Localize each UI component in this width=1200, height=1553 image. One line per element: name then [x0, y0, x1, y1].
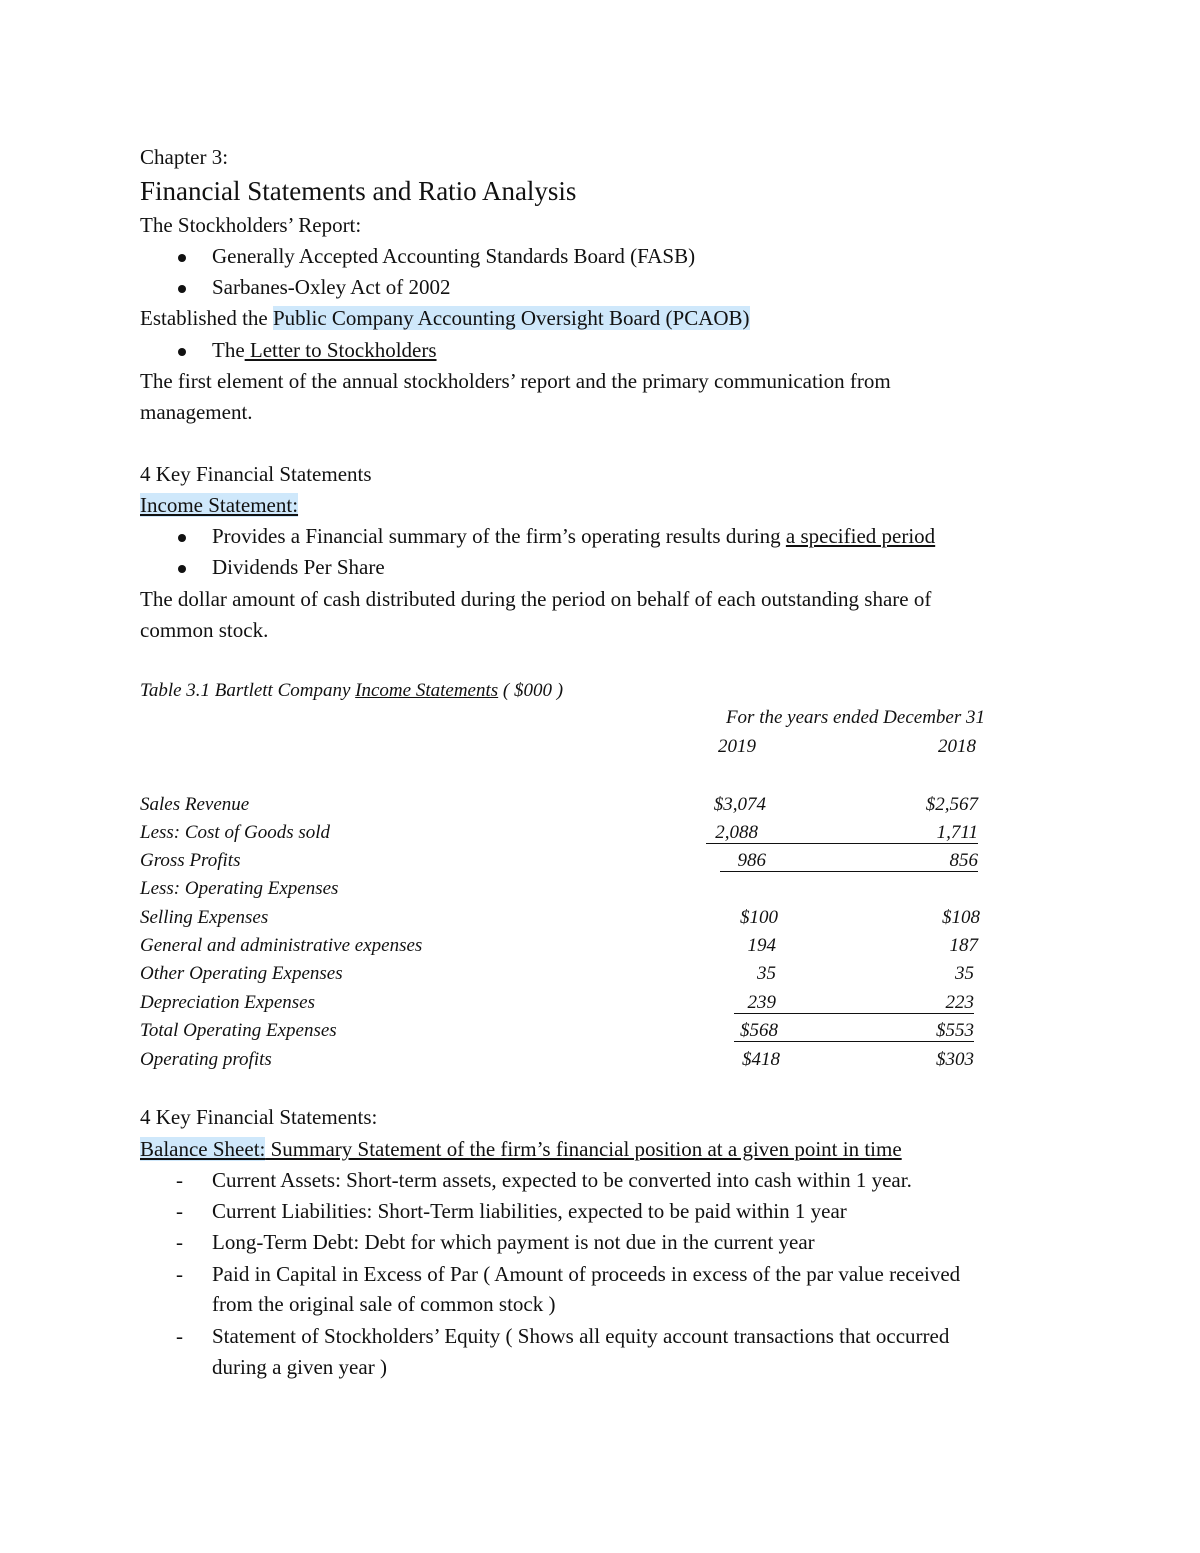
table-cell: 2,088	[715, 822, 758, 843]
list-item-text: Sarbanes-Oxley Act of 2002	[212, 275, 451, 299]
table-cell: 1,711	[936, 822, 978, 843]
report-description-2: management.	[140, 400, 253, 424]
list-item-text: Current Assets: Short-term assets, expected to be converted into cash within 1 year.	[212, 1168, 912, 1192]
income-statement-label: Income Statement:	[140, 493, 299, 517]
table-row-label: Other Operating Expenses	[140, 963, 343, 984]
list-item	[176, 1167, 912, 1193]
letter-prefix: The	[212, 338, 245, 362]
balance-sheet-definition: Summary Statement of the firm’s financial position at a given point in time	[265, 1137, 902, 1161]
table-cell: 856	[949, 850, 978, 871]
table-cell: $3,074	[713, 794, 766, 815]
list-item-text: Current Liabilities: Short-Term liabilities, expected to be paid within 1 year	[212, 1199, 847, 1223]
table-row-label: Total Operating Expenses	[140, 1020, 337, 1041]
established-line	[140, 305, 750, 331]
list-item	[176, 337, 437, 363]
chapter-label: Chapter 3:	[140, 145, 229, 169]
list-item	[176, 274, 451, 300]
table-row-label: Sales Revenue	[140, 794, 250, 815]
dash-icon: -	[176, 1199, 183, 1223]
dash-icon: -	[176, 1324, 183, 1348]
table-cell: $418	[742, 1049, 780, 1070]
table-cell: $553	[936, 1020, 974, 1041]
list-item	[176, 1229, 815, 1255]
balance-sheet-heading	[140, 1136, 902, 1162]
key-statements-heading-2: 4 Key Financial Statements:	[140, 1105, 378, 1129]
list-item-text: Generally Accepted Accounting Standards Board (FASB)	[212, 244, 696, 268]
report-description-1: The first element of the annual stockholders’ report and the primary communication from	[140, 369, 891, 393]
balance-sheet-label: Balance Sheet:	[140, 1137, 266, 1161]
dash-icon: -	[176, 1262, 183, 1286]
list-item-text: Paid in Capital in Excess of Par ( Amount of proceeds in excess of the par value received	[212, 1262, 961, 1286]
table-row-label: Depreciation Expenses	[140, 992, 315, 1013]
bullet-icon	[178, 348, 186, 356]
list-item	[176, 1198, 847, 1224]
bullet-icon	[178, 565, 186, 573]
table-row-label: Gross Profits	[140, 850, 241, 871]
bullet-icon	[178, 534, 186, 542]
year-header-2018: 2018	[938, 736, 976, 757]
year-header-2019: 2019	[718, 736, 756, 757]
dividends-description-1: The dollar amount of cash distributed during the period on behalf of each outstanding share of	[140, 587, 932, 611]
bullet-icon	[178, 254, 186, 262]
table-row-label: Selling Expenses	[140, 907, 269, 928]
table-cell: $100	[740, 907, 778, 928]
table-cell: 35	[955, 963, 974, 984]
list-item-text: during a given year )	[212, 1355, 387, 1379]
table-cell: 986	[737, 850, 766, 871]
list-item	[176, 523, 935, 549]
list-item	[176, 1261, 960, 1287]
subtotal-rule	[706, 843, 978, 844]
table-cell: $108	[942, 907, 980, 928]
table-row-label: Less: Operating Expenses	[140, 878, 339, 899]
list-item	[176, 554, 385, 580]
key-statements-heading: 4 Key Financial Statements	[140, 462, 372, 486]
caption-underlined: Income Statements	[355, 680, 499, 701]
table-row-label: General and administrative expenses	[140, 935, 423, 956]
dash-icon: -	[176, 1168, 183, 1192]
subtotal-rule	[720, 871, 978, 872]
caption-suffix: ( $000 )	[498, 680, 564, 701]
list-item-continuation	[176, 1291, 556, 1317]
table-row-label: Less: Cost of Goods sold	[140, 822, 331, 843]
list-item-text: Statement of Stockholders’ Equity ( Shows all equity account transactions that occurred	[212, 1324, 950, 1348]
table-cell: $2,567	[925, 794, 978, 815]
pcaob-highlight: Public Company Accounting Oversight Board (PCAOB)	[272, 306, 750, 330]
table-cell: 35	[757, 963, 776, 984]
caption-prefix: Table 3.1 Bartlett Company	[140, 680, 356, 701]
dash-icon: -	[176, 1230, 183, 1254]
table-cell: 223	[945, 992, 974, 1013]
subtotal-rule	[734, 1013, 974, 1014]
period-header: For the years ended December 31	[725, 707, 985, 728]
table-cell: 194	[747, 935, 776, 956]
table-cell: 187	[949, 935, 978, 956]
list-item-text: from the original sale of common stock )	[212, 1292, 556, 1316]
specified-period-text: a specified period	[785, 524, 936, 548]
table-cell: 239	[747, 992, 776, 1013]
established-prefix: Established the	[140, 306, 268, 330]
table-cell: $303	[936, 1049, 974, 1070]
table-caption	[140, 679, 563, 703]
list-item	[176, 1323, 949, 1349]
list-item-continuation	[176, 1354, 387, 1380]
list-item-text: Long-Term Debt: Debt for which payment is not due in the current year	[212, 1230, 815, 1254]
table-row-label: Operating profits	[140, 1049, 272, 1070]
letter-to-stockholders-link[interactable]: Letter to Stockholders	[244, 338, 437, 362]
list-item	[176, 243, 695, 269]
total-rule	[734, 1041, 974, 1042]
page-title: Financial Statements and Ratio Analysis	[140, 176, 577, 206]
table-cell: $568	[740, 1020, 778, 1041]
list-item-text: Provides a Financial summary of the firm’s operating results during	[212, 524, 786, 548]
dividends-description-2: common stock.	[140, 618, 269, 642]
bullet-icon	[178, 285, 186, 293]
income-statement-heading	[140, 492, 298, 518]
stockholders-report-heading: The Stockholders’ Report:	[140, 213, 362, 237]
list-item-text: Dividends Per Share	[212, 555, 385, 579]
